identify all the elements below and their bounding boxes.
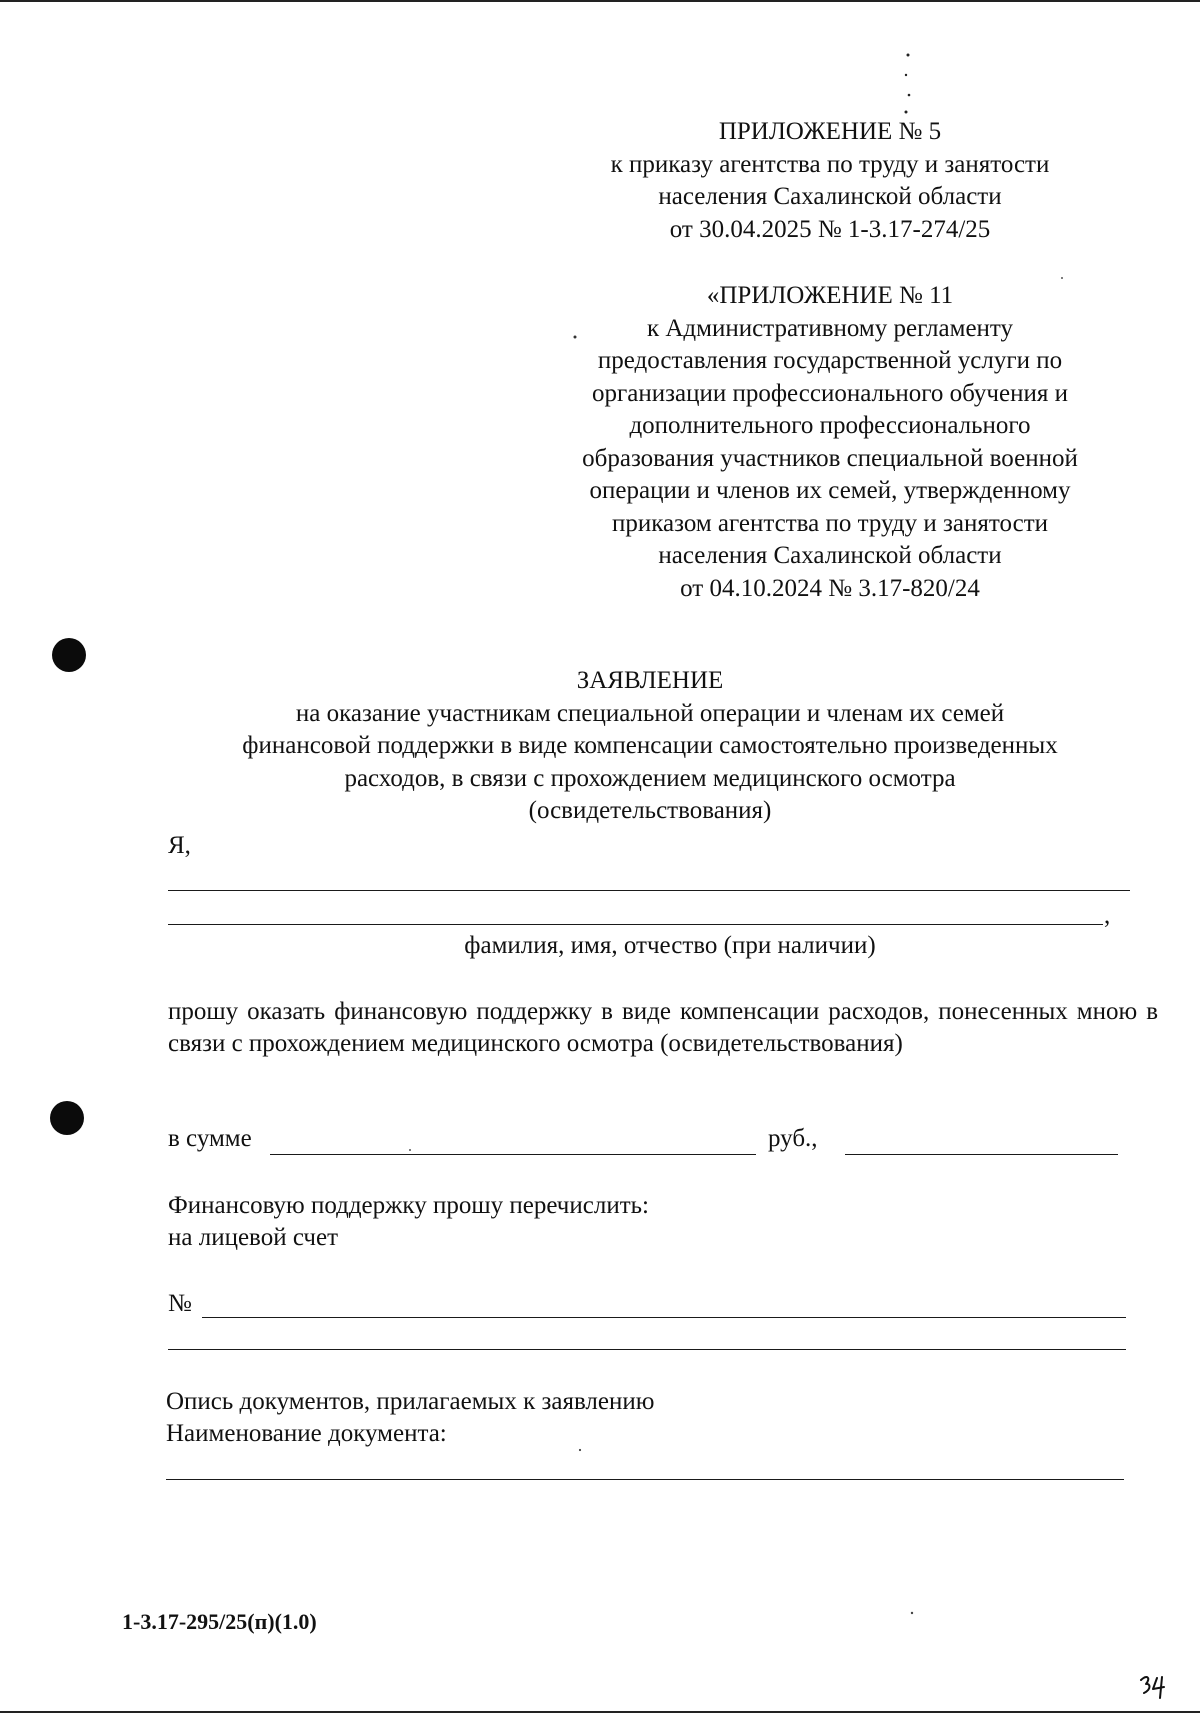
attachment-11-line: дополнительного профессионального xyxy=(629,412,1031,439)
attachment-11-title: «ПРИЛОЖЕНИЕ № 11 xyxy=(706,282,954,309)
attachment-11-line: предоставления государственной услуги по xyxy=(597,347,1063,374)
number-label: № xyxy=(168,1290,192,1317)
statement-subtitle-line: на оказание участникам специальной операции и членам их семей xyxy=(295,699,1005,727)
attachment-11-line: к Административному регламенту xyxy=(646,314,1014,342)
attachment-5-title: ПРИЛОЖЕНИЕ № 5 xyxy=(718,118,942,145)
i-label: Я, xyxy=(168,832,191,859)
request-paragraph: прошу оказать финансовую поддержку в виде компенсации расходов, понесенных мною в связи с прохождением медицинского осмотра (освидетельствования) xyxy=(168,998,1158,1057)
document-name-label: Наименование документа: xyxy=(166,1420,447,1447)
attachment-11-line: образования участников специальной военной xyxy=(582,444,1078,472)
attachment-11-line: приказом агентства по труду и занятости xyxy=(611,509,1049,537)
inventory-label: Опись документов, прилагаемых к заявлению xyxy=(166,1388,655,1415)
statement-subtitle-line: расходов, в связи с прохождением медицинского осмотра xyxy=(344,764,956,792)
currency-label: руб., xyxy=(768,1125,818,1152)
name-line-comma: , xyxy=(1104,902,1111,929)
sum-label: в сумме xyxy=(168,1125,252,1152)
attachment-11-line: от 04.10.2024 № 3.17-820/24 xyxy=(680,574,980,602)
name-caption: фамилия, имя, отчество (при наличии) xyxy=(464,932,876,959)
statement-heading: ЗАЯВЛЕНИЕ xyxy=(576,667,724,694)
transfer-label: Финансовую поддержку прошу перечислить: xyxy=(168,1192,649,1219)
attachment-11-line: операции и членов их семей, утвержденному xyxy=(589,477,1071,504)
account-label: на лицевой счет xyxy=(168,1224,339,1251)
attachment-11-line: населения Сахалинской области xyxy=(658,542,1002,569)
attachment-5-line: населения Сахалинской области xyxy=(658,183,1002,210)
statement-subtitle-line: (освидетельствования) xyxy=(528,797,772,824)
statement-subtitle-line: финансовой поддержки в виде компенсации самостоятельно произведенных xyxy=(242,732,1058,759)
attachment-11-line: организации профессионального обучения и xyxy=(592,379,1068,407)
attachment-5-line: от 30.04.2025 № 1-3.17-274/25 xyxy=(669,215,991,243)
attachment-5-line: к приказу агентства по труду и занятости xyxy=(610,150,1050,178)
footer-document-code: 1-3.17-295/25(п)(1.0) xyxy=(122,1609,317,1634)
